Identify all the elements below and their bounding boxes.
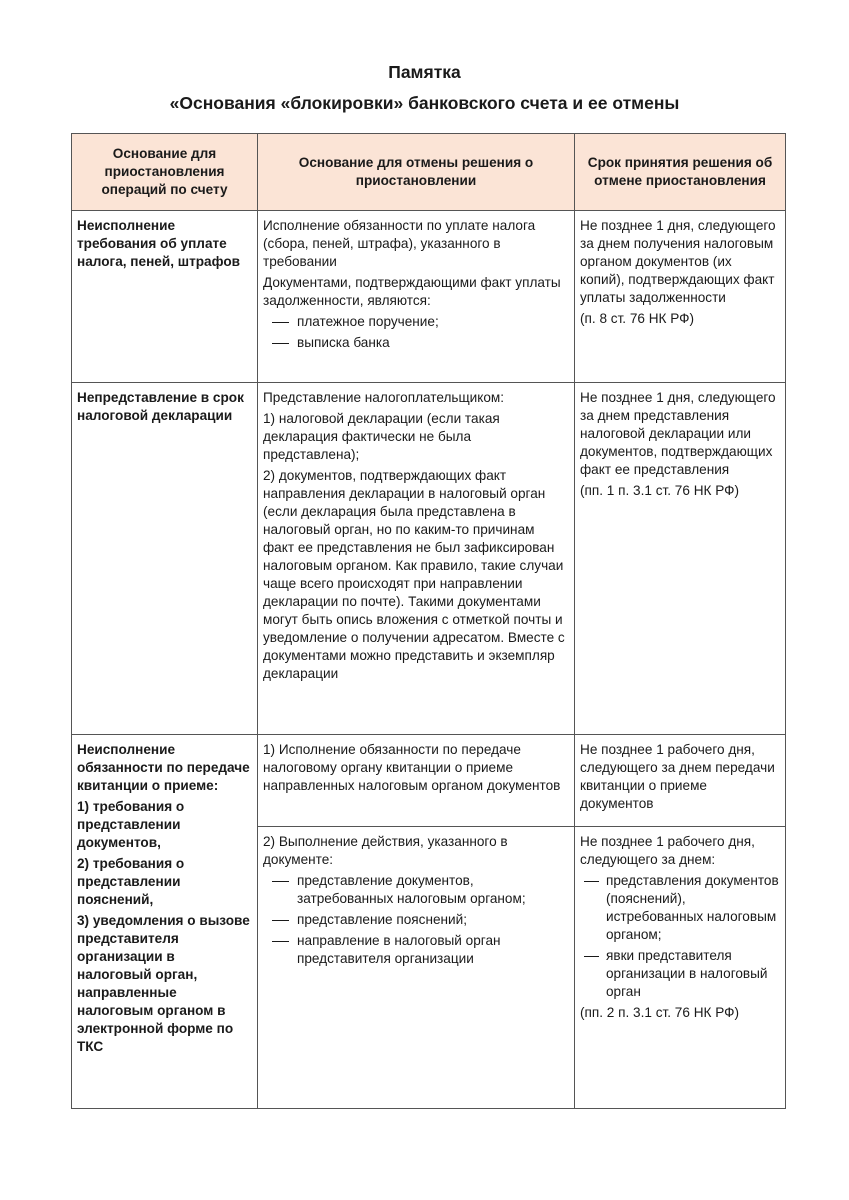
basis-text: 1) требования о представлении документов, — [77, 799, 185, 850]
cancel-text: 1) налоговой декларации (если такая декларация фактически не была представлена); — [263, 411, 500, 462]
basis-text: 3) уведомления о вызове представителя организации в налоговый орган, направленные налоговым органом в электронной форме по ТКС — [77, 913, 250, 1054]
basis-text: 2) требования о представлении пояснений, — [77, 856, 185, 907]
cancel-text: 1) Исполнение обязанности по передаче налоговому органу квитанции о приеме направленных налоговым органом документов — [263, 742, 561, 793]
header-cancel: Основание для отмены решения о приостановлении — [258, 134, 575, 211]
basis-cell — [72, 735, 258, 1109]
term-text: Не позднее 1 дня, следующего за днем представления налоговой декларации или документов, подтверждающих факт ее представления — [580, 390, 776, 477]
list-item: выписка банка — [263, 334, 569, 352]
term-cell — [575, 211, 786, 383]
term-cell — [575, 827, 786, 1109]
cancel-text: Представление налогоплательщиком: — [263, 390, 505, 405]
memo-table — [71, 133, 786, 1109]
table-row — [72, 211, 786, 383]
basis-text: Неисполнение требования об уплате налога, пеней, штрафов — [77, 218, 240, 269]
page-title: Памятка — [388, 62, 461, 82]
list-item: платежное поручение; — [263, 313, 569, 331]
term-text: Не позднее 1 дня, следующего за днем получения налоговым органом документов (их копий), подтверждающих факт уплаты задолженности — [580, 218, 776, 305]
cancel-text: 2) документов, подтверждающих факт направления декларации в налоговый орган (если декларация была представлена в налоговый орган, но по каким-то причинам факт ее представления не был зафиксирован налоговым органом. Как правило, такие случаи чаще всего происходят при направлении декларации по почте). Такими документами могут быть опись вложения с отметкой почты и уведомление о получении адресатом. Вместе с документами можно представить и экземпляр декларации — [263, 468, 565, 681]
list-item: направление в налоговый орган представителя организации — [263, 932, 569, 968]
cancel-cell — [258, 211, 575, 383]
table-row — [72, 735, 786, 827]
basis-text: Неисполнение обязанности по передаче квитанции о приеме: — [77, 742, 250, 793]
cancel-text: 2) Выполнение действия, указанного в документе: — [263, 834, 508, 867]
term-text: Не позднее 1 рабочего дня, следующего за днем передачи квитанции о приеме документов — [580, 742, 775, 811]
basis-text: Непредставление в срок налоговой декларации — [77, 390, 244, 423]
term-reference: (пп. 2 п. 3.1 ст. 76 НК РФ) — [580, 1005, 739, 1020]
cancel-cell — [258, 735, 575, 827]
header-term: Срок принятия решения об отмене приостановления — [575, 134, 786, 211]
list-item: представление пояснений; — [263, 911, 569, 929]
term-cell — [575, 383, 786, 735]
list-item: представление документов, затребованных налоговым органом; — [263, 872, 569, 908]
header-basis: Основание для приостановления операций по счету — [72, 134, 258, 211]
cancel-cell — [258, 383, 575, 735]
table-row — [72, 383, 786, 735]
cancel-cell — [258, 827, 575, 1109]
term-cell — [575, 735, 786, 827]
basis-cell — [72, 383, 258, 735]
list-item: представления документов (пояснений), истребованных налоговым органом; — [580, 872, 780, 944]
table-header-row — [72, 134, 786, 211]
cancel-text: Исполнение обязанности по уплате налога (сбора, пеней, штрафа), указанного в требовании — [263, 218, 536, 269]
basis-cell — [72, 211, 258, 383]
page-subtitle: «Основания «блокировки» банковского счета и ее отмены — [169, 93, 680, 113]
list-item: явки представителя организации в налоговый орган — [580, 947, 780, 1001]
term-reference: (п. 8 ст. 76 НК РФ) — [580, 311, 695, 326]
cancel-text: Документами, подтверждающими факт уплаты задолженности, являются: — [263, 275, 561, 308]
term-text: Не позднее 1 рабочего дня, следующего за днем: — [580, 834, 755, 867]
term-reference: (пп. 1 п. 3.1 ст. 76 НК РФ) — [580, 483, 739, 498]
